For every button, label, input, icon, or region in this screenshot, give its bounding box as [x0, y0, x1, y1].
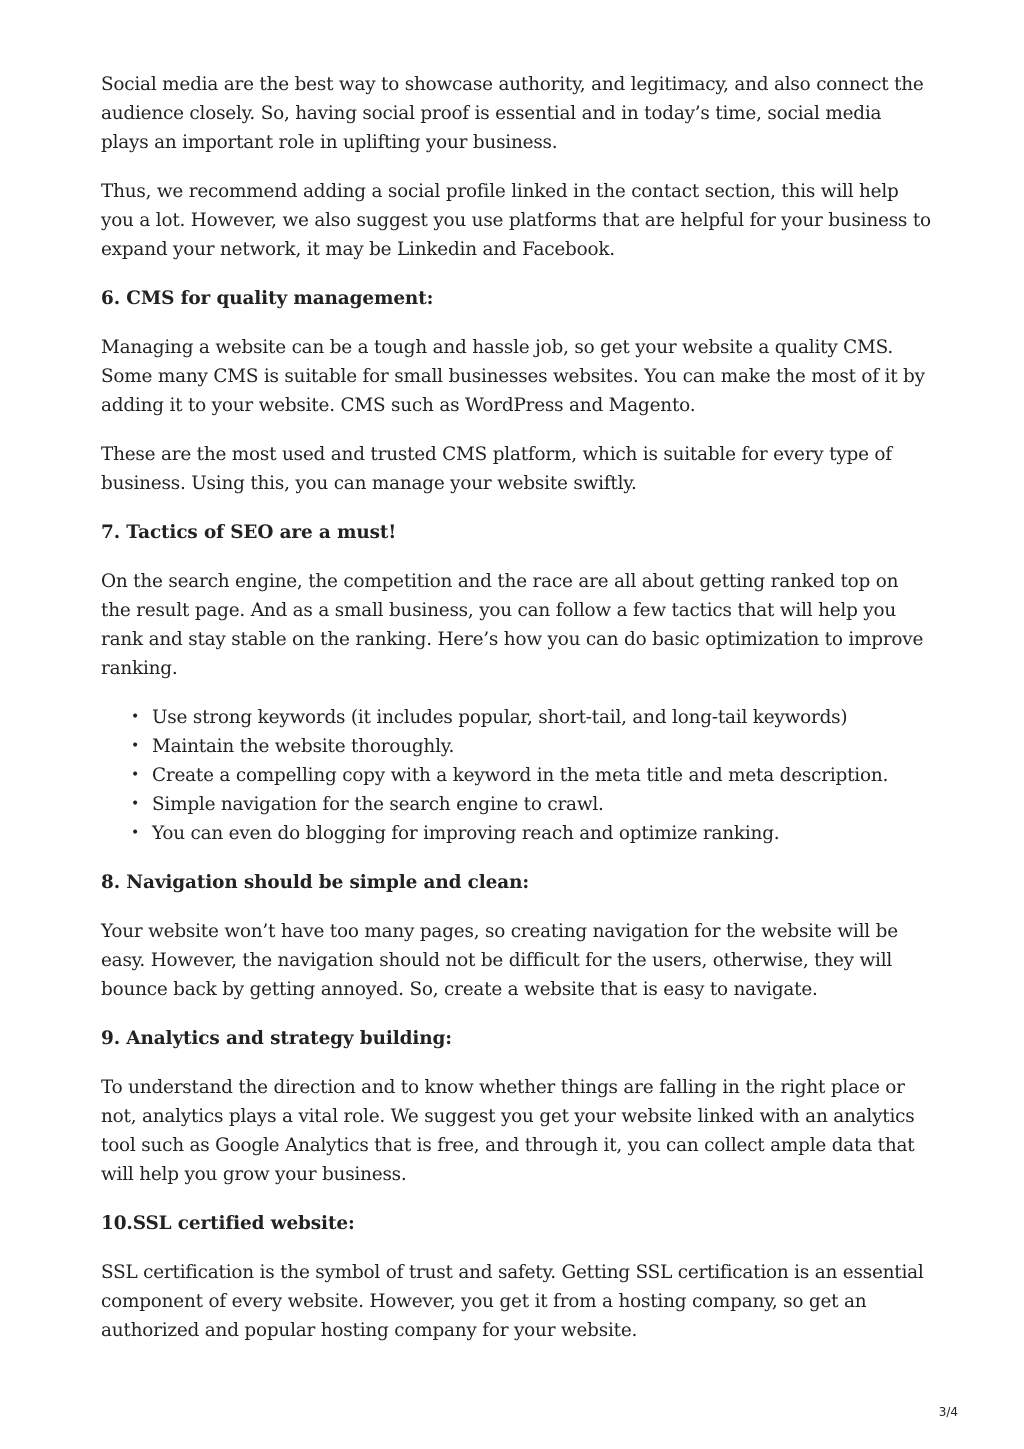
- list-item: [131, 703, 931, 732]
- paragraph: SSL certification is the symbol of trust and safety. Getting SSL certification is an essential component of every website. However, you get it from a hosting company, so get an authorized and popular hosting company for your website.: [101, 1262, 924, 1341]
- list-item-text: Create a compelling copy with a keyword in the meta title and meta description.: [152, 765, 889, 786]
- bullet-icon: •: [131, 796, 140, 812]
- section-heading: 8. Navigation should be simple and clean:: [101, 872, 530, 893]
- list-item-text: Use strong keywords (it includes popular, short-tail, and long-tail keywords): [152, 707, 848, 728]
- paragraph: These are the most used and trusted CMS platform, which is suitable for every type of business. Using this, you can manage your website swiftly.: [101, 444, 892, 494]
- list-item-text: Simple navigation for the search engine to crawl.: [152, 794, 604, 815]
- section-heading: 7. Tactics of SEO are a must!: [101, 522, 397, 543]
- list-item-text: You can even do blogging for improving reach and optimize ranking.: [152, 823, 780, 844]
- list-item-text: Maintain the website thoroughly.: [152, 736, 455, 757]
- paragraph: Social media are the best way to showcase authority, and legitimacy, and also connect the audience closely. So, having social proof is essential and in today’s time, social media plays an important role in uplifting your business.: [101, 74, 924, 153]
- list-item: [131, 761, 931, 790]
- bullet-icon: •: [131, 709, 140, 725]
- section-heading: 9. Analytics and strategy building:: [101, 1028, 452, 1049]
- paragraph: Thus, we recommend adding a social profile linked in the contact section, this will help you a lot. However, we also suggest you use platforms that are helpful for your business to expand your network, it may be Linkedin and Facebook.: [101, 181, 931, 260]
- bullet-list: [101, 703, 931, 848]
- paragraph: On the search engine, the competition and the race are all about getting ranked top on the result page. And as a small business, you can follow a few tactics that will help you rank and stay stable on the ranking. Here’s how you can do basic optimization to improve ranking.: [101, 571, 924, 679]
- paragraph: Your website won’t have too many pages, so creating navigation for the website will be easy. However, the navigation should not be difficult for the users, otherwise, they will bounce back by getting annoyed. So, create a website that is easy to navigate.: [101, 921, 898, 1000]
- bullet-icon: •: [131, 767, 140, 783]
- bullet-icon: •: [131, 825, 140, 841]
- section-heading: 10.SSL certified website:: [101, 1213, 355, 1234]
- paragraph: To understand the direction and to know whether things are falling in the right place or not, analytics plays a vital role. We suggest you get your website linked with an analytics tool such as Google Analytics that is free, and through it, you can collect ample data that will help you grow your business.: [101, 1077, 915, 1185]
- paragraph: Managing a website can be a tough and hassle job, so get your website a quality CMS. Some many CMS is suitable for small businesses websites. You can make the most of it by adding it to your website. CMS such as WordPress and Magento.: [101, 337, 925, 416]
- document-body: [101, 70, 931, 1365]
- list-item: [131, 819, 931, 848]
- list-item: [131, 790, 931, 819]
- page-number: 3/4: [938, 1405, 958, 1419]
- list-item: [131, 732, 931, 761]
- section-heading: 6. CMS for quality management:: [101, 288, 434, 309]
- bullet-icon: •: [131, 738, 140, 754]
